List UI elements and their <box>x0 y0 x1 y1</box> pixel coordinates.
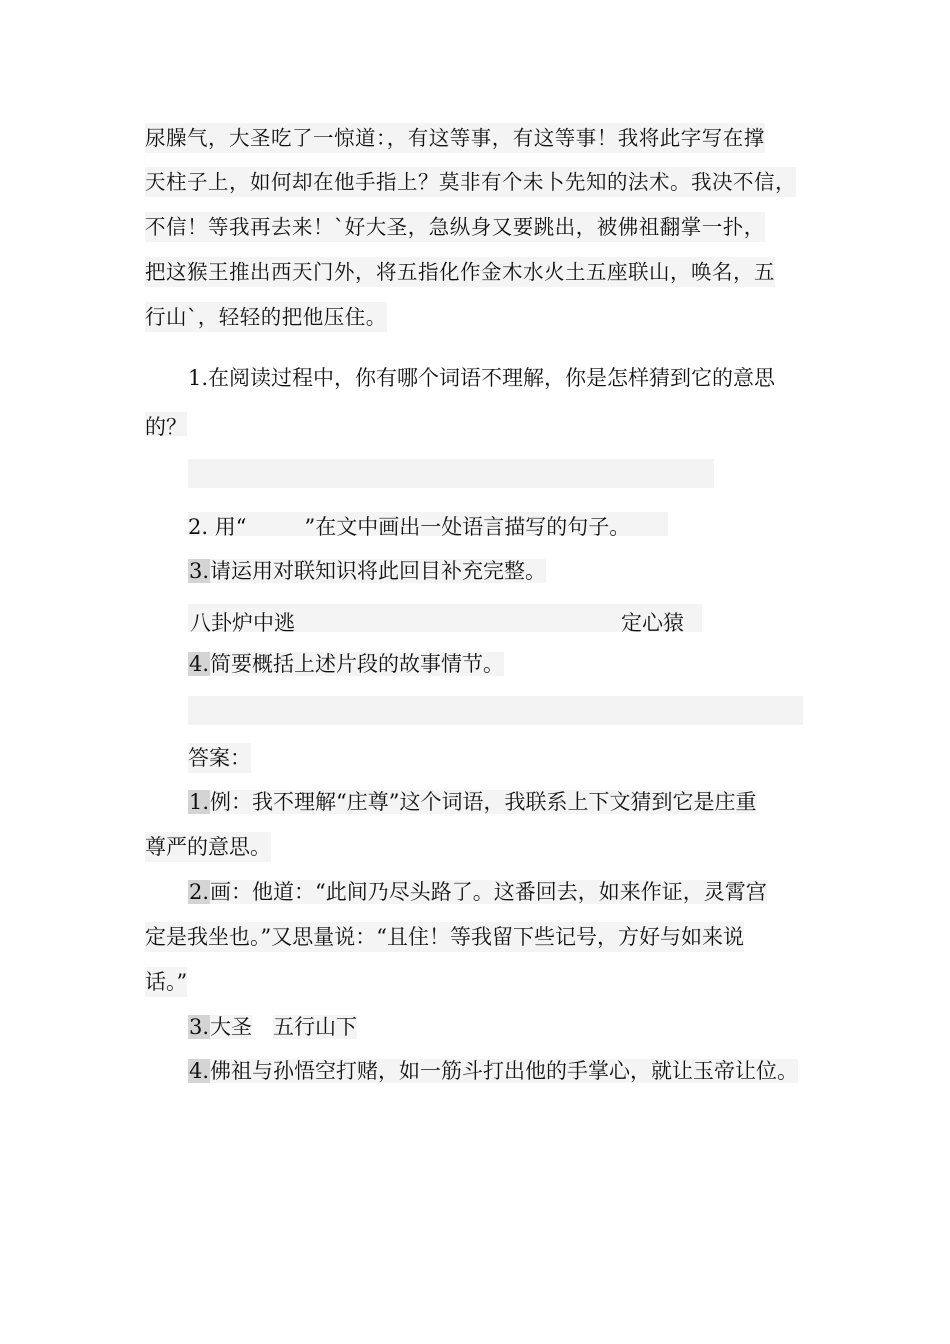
question-4-number: 4. <box>189 652 210 676</box>
question-3 <box>188 556 546 586</box>
passage-line-1: 尿臊气，大圣吃了一惊道：，有这等事，有这等事！我将此字写在撑 <box>145 123 765 153</box>
answer-1 <box>188 787 757 817</box>
answers-heading: 答案： <box>188 743 251 773</box>
question-1-text: 在阅读过程中，你有哪个词语不理解，你是怎样猜到它的意思 <box>208 366 776 390</box>
question-4 <box>188 649 504 679</box>
answer-3-number: 3. <box>189 1015 210 1039</box>
question-2: 2. 用“ ”在文中画出一处语言描写的句子。 <box>188 512 668 536</box>
answer-3-part-1: 大圣 <box>210 1015 253 1039</box>
passage-line-4: 把这猴王推出西天门外，将五指化作金木水火土五座联山，唤名，五 <box>145 257 775 287</box>
answer-2-continuation-2: 话。” <box>145 967 187 997</box>
question-3-number: 3. <box>189 559 210 583</box>
answer-2-number: 2. <box>189 880 210 904</box>
question-1-continuation: 的？ <box>145 412 187 436</box>
question-1-answer-blank[interactable] <box>188 459 714 488</box>
question-1 <box>188 363 775 393</box>
answer-2 <box>188 877 767 907</box>
passage-line-5: 行山`，轻轻的把他压住。 <box>145 302 387 332</box>
passage-line-2: 天柱子上，如何却在他手指上？莫非有个未卜先知的法术。我决不信， <box>145 167 796 197</box>
couplet-left: 八卦炉中逃 <box>190 611 295 632</box>
answer-4-number: 4. <box>189 1059 210 1083</box>
answer-4 <box>188 1056 798 1086</box>
answer-2-text: 画：他道：“此间乃尽头路了。这番回去，如来作证，灵霄宫 <box>210 880 767 904</box>
answer-1-continuation: 尊严的意思。 <box>145 832 271 862</box>
answer-3-part-2: 五行山下 <box>273 1015 358 1039</box>
passage-line-3: 不信！等我再去来！`好大圣，急纵身又要跳出，被佛祖翻掌一扑， <box>145 212 765 242</box>
couplet-right: 定心猿 <box>621 611 684 632</box>
question-4-answer-blank[interactable] <box>188 696 803 725</box>
answer-2-continuation-1: 定是我坐也。”又思量说：“且住！等我留下些记号，方好与如来说 <box>145 922 744 952</box>
answer-1-number: 1. <box>189 790 210 814</box>
answer-3 <box>188 1012 357 1042</box>
question-4-text: 简要概括上述片段的故事情节。 <box>210 652 505 676</box>
question-3-couplet-fill <box>188 604 702 632</box>
answer-1-text: 例：我不理解“庄尊”这个词语，我联系上下文猜到它是庄重 <box>210 790 757 814</box>
question-1-number: 1. <box>188 366 209 390</box>
answer-4-text: 佛祖与孙悟空打赌，如一筋斗打出他的手掌心，就让玉帝让位。 <box>210 1059 799 1083</box>
question-3-text: 请运用对联知识将此回目补充完整。 <box>210 559 547 583</box>
